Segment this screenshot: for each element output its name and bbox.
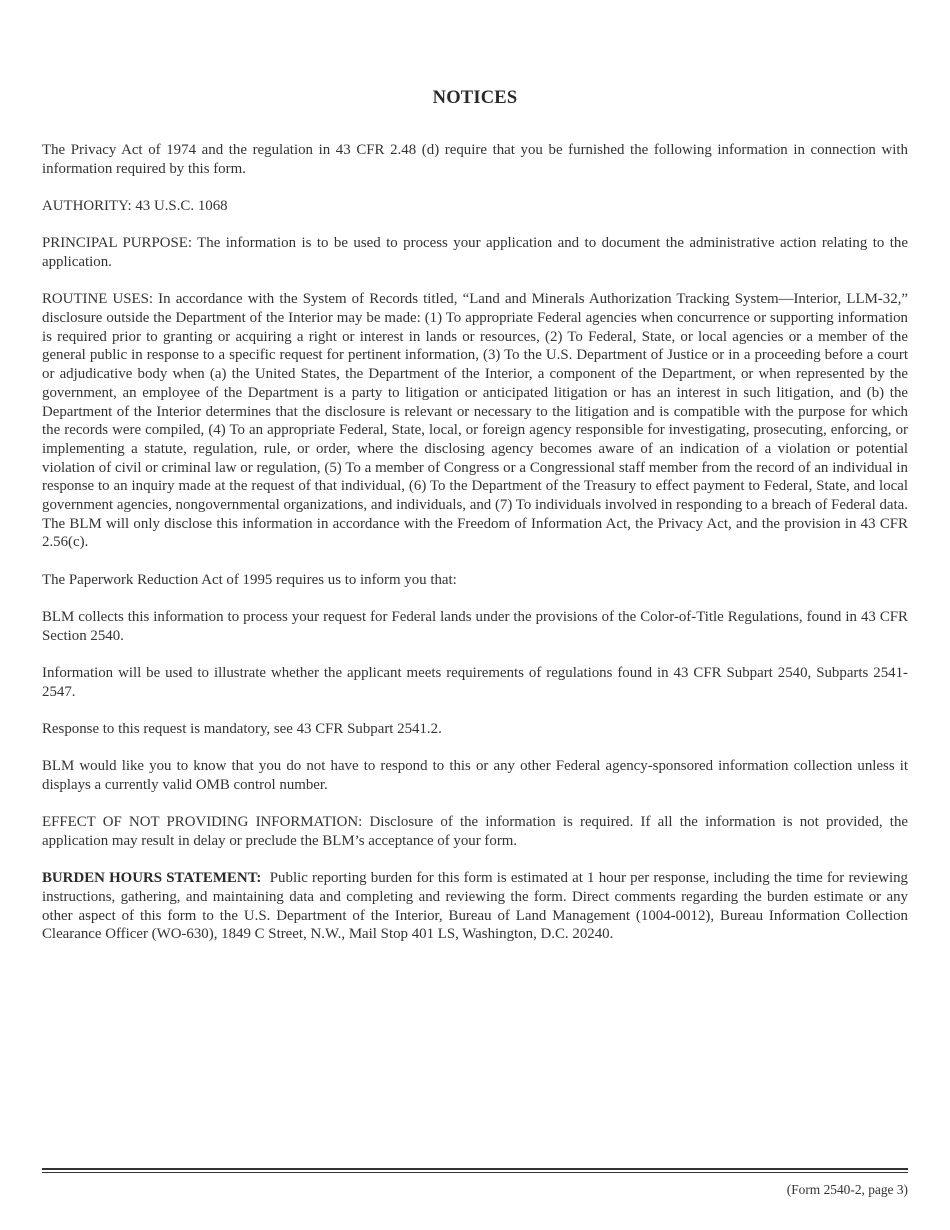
footer-divider <box>42 1168 908 1173</box>
burden-hours-paragraph <box>42 869 908 944</box>
burden-hours-heading: BURDEN HOURS STATEMENT: <box>42 870 262 887</box>
paperwork-intro-paragraph: The Paperwork Reduction Act of 1995 requires us to inform you that: <box>42 571 457 588</box>
burden-hours-text: Public reporting burden for this form is estimated at 1 hour per response, including the time for reviewing instructions, gathering, and maintaining data and completing and reviewing the form. Direct comments regarding the burden estimate or any other aspect of this form to the U.S. Department of the Interior, Bureau of Land Management (1004-0012), Bureau Information Collection Clearance Officer (WO-630), 1849 C Street, N.W., Mail Stop 401 LS, Washington, D.C. 20240. <box>42 870 908 943</box>
notices-page <box>42 0 908 1230</box>
information-used-paragraph: Information will be used to illustrate whether the applicant meets requirements of regulations found in 43 CFR Subpart 2540, Subparts 2541-2547. <box>42 665 908 700</box>
effect-not-providing-paragraph: EFFECT OF NOT PROVIDING INFORMATION: Disclosure of the information is required. If all the information is not provided, the application may result in delay or preclude the BLM’s acceptance of your form. <box>42 814 908 850</box>
authority-paragraph: AUTHORITY: 43 U.S.C. 1068 <box>42 198 228 214</box>
form-page-number: (Form 2540-2, page 3) <box>786 1182 908 1197</box>
principal-purpose-paragraph: PRINCIPAL PURPOSE: The information is to be used to process your application and to document the administrative action relating to the application. <box>42 235 908 270</box>
privacy-act-paragraph: The Privacy Act of 1974 and the regulation in 43 CFR 2.48 (d) require that you be furnished the following information in connection with information required by this form. <box>42 142 908 177</box>
notices-body <box>42 141 908 963</box>
response-mandatory-paragraph: Response to this request is mandatory, see 43 CFR Subpart 2541.2. <box>42 721 442 738</box>
page-title: NOTICES <box>432 88 518 108</box>
routine-uses-paragraph: ROUTINE USES: In accordance with the System of Records titled, “Land and Minerals Authorization Tracking System—Interior, LLM-32,” disclosure outside the Department of the Interior may be made: (1) To appropriate Federal agencies when concurrence or supporting information is required prior to granting or acquiring a right or interest in lands or resources, (2) To Federal, State, or local agencies or a member of the general public in response to a specific request for pertinent information, (3) To the U.S. Department of Justice or in a proceeding before a court or adjudicative body when (a) the United States, the Department of the Interior, a component of the Department, or when represented by the government, an employee of the Department is a party to litigation or anticipated litigation or has an interest in such litigation, and (b) the Department of the Interior determines that the disclosure is relevant or necessary to the litigation and is compatible with the purpose for which the records were compiled, (4) To an appropriate Federal, State, local, or foreign agency responsible for investigating, prosecuting, enforcing, or implementing a statute, regulation, rule, or order, where the disclosing agency becomes aware of an indication of a violation or potential violation of civil or criminal law or regulation, (5) To a member of Congress or a Congressional staff member from the record of an individual in response to an inquiry made at the request of that individual, (6) To the Department of the Treasury to effect payment to Federal, State, and local government agencies, nongovernmental organizations, and individuals, and (7) To individuals involved in responding to a breach of Federal data. The BLM will only disclose this information in accordance with the Freedom of Information Act, the Privacy Act, and the provision in 43 CFR 2.56(c). <box>42 291 908 551</box>
omb-notice-paragraph: BLM would like you to know that you do not have to respond to this or any other Federal agency-sponsored information collection unless it displays a currently valid OMB control number. <box>42 758 908 794</box>
blm-collects-paragraph: BLM collects this information to process your request for Federal lands under the provisions of the Color-of-Title Regulations, found in 43 CFR Section 2540. <box>42 609 908 644</box>
